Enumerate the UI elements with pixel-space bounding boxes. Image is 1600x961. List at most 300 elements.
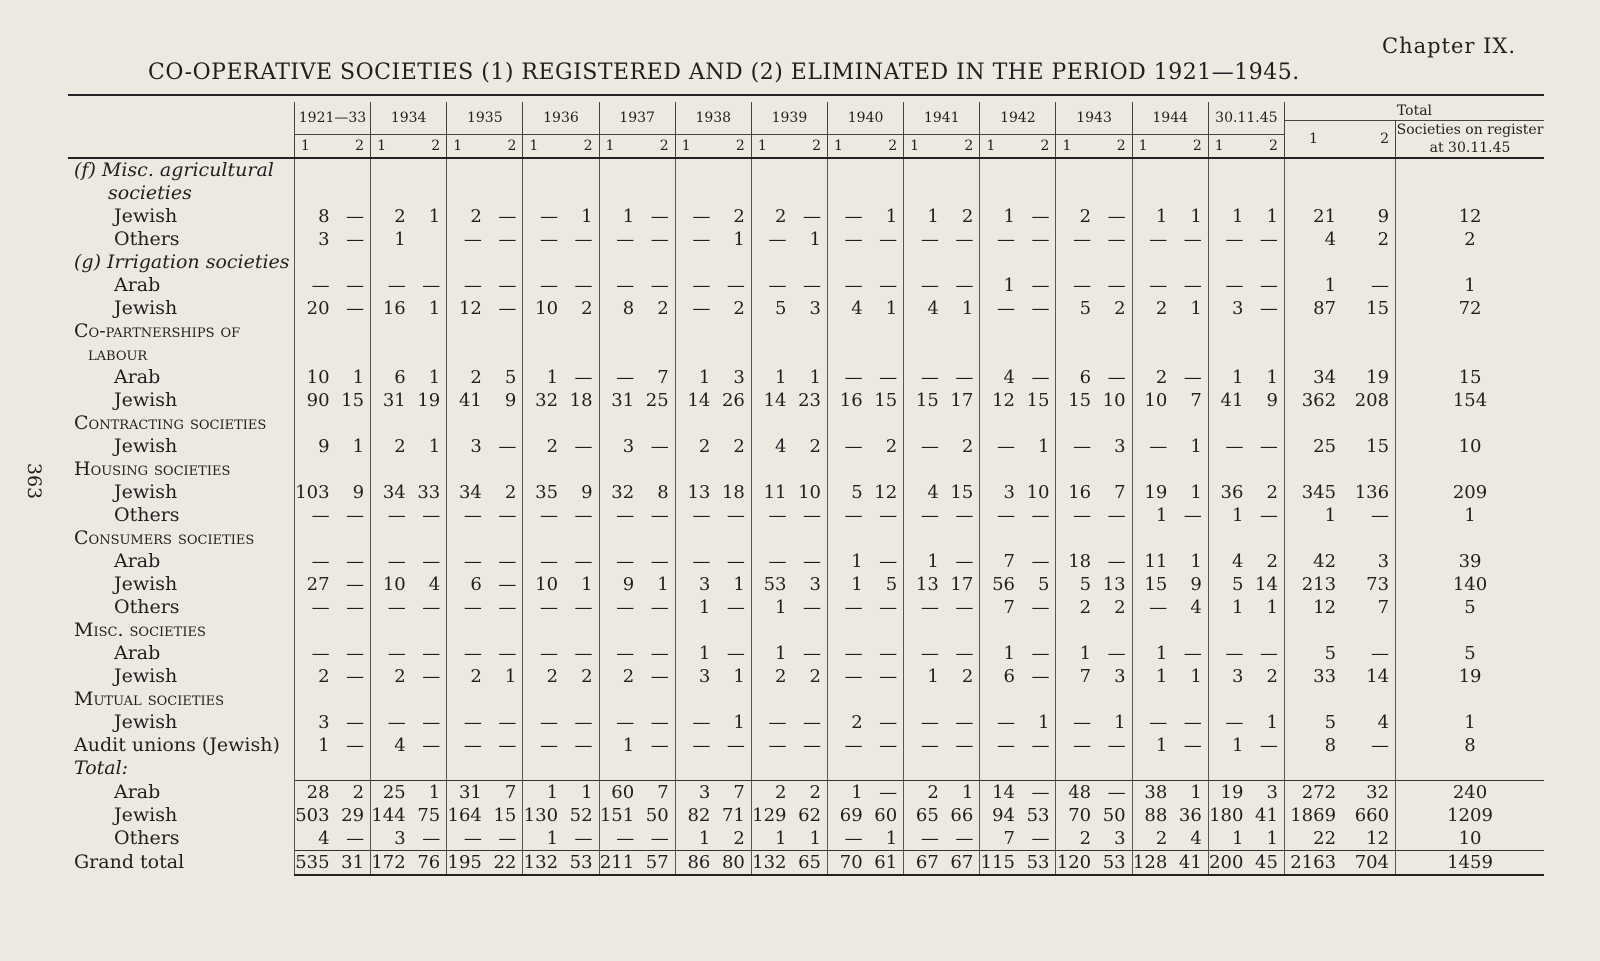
table-cell: 1 [980, 274, 1021, 297]
table-cell: — [574, 597, 593, 618]
table-cell [640, 251, 675, 274]
table-cell: 1 [809, 828, 821, 849]
table-cell [904, 251, 945, 274]
table-cell: — [1259, 229, 1278, 250]
table-cell: 1 [961, 298, 974, 319]
table-cell: 3 [675, 665, 716, 688]
row-label: Misc. societies [74, 619, 206, 641]
table-row [68, 688, 1544, 711]
table-cell: — [675, 228, 716, 251]
table-cell: — [498, 597, 517, 618]
table-cell: 7 [1114, 482, 1126, 503]
table-cell: — [422, 597, 441, 618]
table-cell [640, 688, 675, 711]
table-cell: — [1183, 367, 1202, 388]
table-cell: 4 [980, 366, 1021, 389]
total-cell-2: 15 [1366, 298, 1390, 319]
table-cell [1056, 320, 1097, 343]
table-cell: 7 [1056, 665, 1097, 688]
table-cell: — [955, 735, 974, 756]
table-cell: — [498, 436, 517, 457]
table-cell: 1 [809, 229, 821, 250]
register-cell: 209 [1396, 481, 1544, 504]
table-cell [675, 182, 716, 205]
total-cell-2: 208 [1354, 390, 1390, 411]
table-cell [1173, 320, 1208, 343]
total-cell-1 [1284, 757, 1342, 781]
table-cell: — [422, 551, 441, 572]
table-cell [599, 412, 640, 435]
table-cell [371, 619, 412, 642]
table-cell [294, 158, 335, 182]
table-cell: 1 [828, 573, 869, 596]
table-cell [1132, 182, 1173, 205]
table-cell [869, 182, 904, 205]
table-cell [336, 343, 371, 366]
year-header: 1934 [371, 102, 447, 135]
table-cell: — [650, 735, 669, 756]
table-cell: 6 [447, 573, 488, 596]
total-cell-1: 1 [1284, 504, 1342, 527]
table-cell: — [599, 596, 640, 619]
col-sub-1: 1 [1208, 135, 1249, 159]
year-header: 1943 [1056, 102, 1132, 135]
total-cell-1 [1284, 320, 1342, 343]
table-cell: — [1208, 435, 1249, 458]
table-cell [716, 320, 751, 343]
table-cell: — [346, 712, 365, 733]
table-cell: 10 [798, 482, 821, 503]
table-cell [828, 251, 869, 274]
table-cell [980, 251, 1021, 274]
table-row [68, 665, 1544, 688]
table-cell: — [751, 228, 792, 251]
table-cell [945, 412, 980, 435]
table-cell: — [1107, 367, 1126, 388]
table-cell: 15 [874, 390, 898, 411]
row-label: Co-partnerships of [74, 320, 241, 342]
table-cell [980, 458, 1021, 481]
table-cell [599, 182, 640, 205]
row-label: Others [114, 827, 180, 850]
col-sub-2: 2 [1173, 135, 1208, 159]
table-cell: — [803, 643, 821, 664]
row-label: Grand total [74, 851, 185, 874]
table-cell: 9 [504, 390, 517, 411]
table-row [68, 527, 1544, 550]
table-cell [523, 527, 564, 550]
table-cell: — [726, 643, 745, 664]
table-cell [564, 158, 599, 182]
table-cell: — [574, 275, 593, 296]
table-cell: 1 [1208, 504, 1249, 527]
table-cell: 1 [1208, 205, 1249, 228]
total-cell-1: 5 [1284, 711, 1342, 734]
table-cell: 6 [371, 366, 412, 389]
table-cell: 1 [733, 712, 745, 733]
total-cell-1: 213 [1284, 573, 1342, 596]
table-cell [447, 527, 488, 550]
table-cell: 1 [904, 550, 945, 573]
table-cell [488, 320, 523, 343]
table-cell [793, 688, 828, 711]
table-cell: — [675, 274, 716, 297]
table-cell [751, 527, 792, 550]
table-cell: — [599, 642, 640, 665]
row-label: Mutual societies [74, 688, 225, 710]
table-cell [793, 412, 828, 435]
table-cell [869, 412, 904, 435]
total-cell-2: 7 [1377, 597, 1390, 618]
table-cell: 13 [904, 573, 945, 596]
total-cell-2: 32 [1342, 781, 1396, 805]
table-cell [488, 412, 523, 435]
table-cell: 2 [961, 206, 974, 227]
table-cell [640, 619, 675, 642]
table-cell: 11 [751, 481, 792, 504]
table-cell: 535 [294, 851, 335, 876]
table-cell: 1 [751, 596, 792, 619]
col-sub-2: 2 [1097, 135, 1132, 159]
table-cell: 1 [828, 781, 869, 805]
table-cell [828, 619, 869, 642]
table-cell [294, 320, 335, 343]
total-sub-1: 1 [1284, 121, 1342, 159]
year-header: 1936 [523, 102, 599, 135]
table-cell: — [1107, 206, 1126, 227]
table-cell [412, 527, 447, 550]
register-cell [1396, 182, 1544, 205]
register-cell [1396, 619, 1544, 642]
table-cell: — [904, 504, 945, 527]
table-cell: 5 [1038, 574, 1050, 595]
table-cell [1097, 619, 1132, 642]
table-cell: 1 [1208, 734, 1249, 757]
table-cell [523, 343, 564, 366]
table-cell [294, 619, 335, 642]
table-cell [675, 757, 716, 781]
table-cell [294, 527, 335, 550]
table-cell [488, 343, 523, 366]
table-cell [599, 688, 640, 711]
table-cell: — [599, 274, 640, 297]
table-cell [640, 458, 675, 481]
year-header: 1921—33 [294, 102, 370, 135]
table-cell [675, 412, 716, 435]
table-cell [1249, 619, 1284, 642]
table-cell: — [1259, 505, 1278, 526]
table-cell [294, 458, 335, 481]
table-cell [447, 182, 488, 205]
table-cell: 16 [1056, 481, 1097, 504]
table-cell: 2 [751, 781, 792, 805]
table-cell: — [346, 643, 365, 664]
table-cell [447, 158, 488, 182]
table-cell: — [869, 781, 904, 805]
table-cell [751, 757, 792, 781]
table-cell [1097, 343, 1132, 366]
table-cell [675, 158, 716, 182]
table-cell: — [523, 642, 564, 665]
table-cell: 4 [371, 734, 412, 757]
table-cell [488, 527, 523, 550]
table-cell: — [879, 643, 898, 664]
table-cell [904, 527, 945, 550]
table-cell: 8 [657, 482, 669, 503]
table-cell: — [346, 505, 365, 526]
table-cell [371, 527, 412, 550]
table-cell: 1 [1173, 781, 1208, 805]
row-label: Arab [114, 642, 161, 664]
table-cell: 4 [1208, 550, 1249, 573]
table-cell: — [346, 229, 365, 250]
table-cell [1249, 343, 1284, 366]
table-row [68, 366, 1544, 389]
table-cell: 1 [904, 665, 945, 688]
table-cell: 53 [564, 851, 599, 876]
table-cell [716, 619, 751, 642]
table-cell: 32 [523, 389, 564, 412]
table-cell: — [1107, 735, 1126, 756]
table-cell: — [879, 712, 898, 733]
table-cell: — [523, 711, 564, 734]
table-cell: 31 [599, 389, 640, 412]
table-row [68, 734, 1544, 757]
table-cell [945, 158, 980, 182]
table-cell: — [675, 297, 716, 320]
table-cell [447, 458, 488, 481]
table-cell: 1 [675, 596, 716, 619]
table-cell [904, 757, 945, 781]
table-cell: — [803, 275, 821, 296]
table-cell [371, 688, 412, 711]
total-cell-2: 19 [1366, 367, 1390, 388]
table-cell: 2 [504, 482, 517, 503]
table-cell: — [828, 642, 869, 665]
table-cell: 45 [1249, 851, 1284, 876]
table-cell: 5 [1208, 573, 1249, 596]
table-cell [793, 757, 828, 781]
row-label: Others [114, 596, 180, 618]
table-cell: 34 [371, 481, 412, 504]
total-cell-1: 5 [1284, 642, 1342, 665]
table-cell: 1 [1266, 597, 1278, 618]
table-cell: — [955, 551, 974, 572]
table-cell: 12 [447, 297, 488, 320]
table-cell: 1 [352, 367, 365, 388]
table-cell: 71 [721, 805, 745, 826]
table-cell [1021, 619, 1056, 642]
table-cell: 1 [523, 366, 564, 389]
table-cell [980, 158, 1021, 182]
table-cell: — [498, 206, 517, 227]
col-sub-1: 1 [523, 135, 564, 159]
table-cell: 200 [1208, 851, 1249, 876]
table-cell: — [650, 643, 669, 664]
table-cell: — [599, 711, 640, 734]
table-cell: 66 [950, 805, 974, 826]
table-cell [1249, 527, 1284, 550]
table-cell: — [980, 734, 1021, 757]
table-cell [1097, 458, 1132, 481]
table-cell: — [726, 735, 745, 756]
table-cell: — [422, 712, 441, 733]
table-cell: 57 [640, 851, 675, 876]
total-cell-2: 660 [1354, 805, 1390, 826]
row-label: Jewish [114, 573, 178, 595]
table-cell [523, 458, 564, 481]
table-cell [1249, 182, 1284, 205]
total-cell-1: 22 [1284, 827, 1342, 851]
table-cell: — [955, 367, 974, 388]
table-row [68, 804, 1544, 827]
table-cell [1173, 619, 1208, 642]
table-cell [488, 458, 523, 481]
table-cell [716, 343, 751, 366]
table-cell [1208, 158, 1249, 182]
table-cell [751, 320, 792, 343]
table-cell: — [803, 551, 821, 572]
table-cell: 60 [599, 781, 640, 805]
table-cell [1132, 527, 1173, 550]
table-cell: — [523, 274, 564, 297]
table-cell: — [1056, 274, 1097, 297]
col-sub-2: 2 [945, 135, 980, 159]
table-cell: — [1132, 596, 1173, 619]
table-cell: — [422, 735, 441, 756]
table-cell [793, 527, 828, 550]
table-cell: 7 [716, 781, 751, 805]
table-cell: — [955, 828, 974, 849]
total-cell-1 [1284, 251, 1342, 274]
table-cell: — [599, 366, 640, 389]
table-cell [523, 757, 564, 781]
table-cell: 2 [371, 435, 412, 458]
table-cell: — [1208, 228, 1249, 251]
header-blank [68, 102, 294, 158]
table-cell: — [1056, 228, 1097, 251]
table-row [68, 320, 1544, 343]
table-cell [828, 458, 869, 481]
table-cell: — [726, 275, 745, 296]
table-row [68, 757, 1544, 781]
table-cell: 1 [809, 367, 821, 388]
table-row [68, 851, 1544, 876]
table-cell: 1 [428, 298, 441, 319]
table-row [68, 827, 1544, 851]
table-cell: 2 [885, 436, 898, 457]
table-cell: — [1107, 551, 1126, 572]
table-cell [1056, 527, 1097, 550]
row-label: Contracting societies [74, 412, 267, 434]
table-cell: 1 [1132, 205, 1173, 228]
col-sub-1: 1 [904, 135, 945, 159]
table-cell: — [751, 734, 792, 757]
table-cell [751, 458, 792, 481]
table-cell: — [726, 597, 745, 618]
table-row [68, 182, 1544, 205]
table-cell [1021, 458, 1056, 481]
table-cell [1132, 458, 1173, 481]
table-cell: 29 [341, 805, 365, 826]
table-cell: 2 [447, 205, 488, 228]
table-row [68, 481, 1544, 504]
table-cell: 2 [1266, 482, 1278, 503]
table-cell [793, 158, 828, 182]
cooperative-societies-table [68, 102, 1544, 876]
page-number: 363 [23, 462, 46, 500]
table-cell: 1 [828, 550, 869, 573]
table-cell: 1 [751, 642, 792, 665]
table-cell: 1 [1190, 298, 1202, 319]
table-cell [945, 688, 980, 711]
table-cell: 32 [599, 481, 640, 504]
table-cell: 3 [980, 481, 1021, 504]
table-cell [564, 757, 599, 781]
table-cell: 15 [1026, 390, 1050, 411]
table-cell: — [1259, 643, 1278, 664]
row-label: Others [114, 504, 180, 526]
table-cell [1208, 251, 1249, 274]
table-cell: — [879, 551, 898, 572]
table-cell [980, 343, 1021, 366]
table-cell [675, 688, 716, 711]
table-cell: — [346, 275, 365, 296]
table-cell: 2 [447, 366, 488, 389]
table-cell: — [650, 436, 669, 457]
table-cell: 3 [1249, 781, 1284, 805]
table-row [68, 251, 1544, 274]
table-cell: — [523, 228, 564, 251]
col-sub-2: 2 [793, 135, 828, 159]
table-cell: — [346, 597, 365, 618]
table-cell: 18 [1056, 550, 1097, 573]
table-cell: 1 [564, 781, 599, 805]
table-cell: 1 [980, 205, 1021, 228]
table-cell: — [346, 828, 365, 849]
table-cell: 2 [793, 781, 828, 805]
row-label: Consumers societies [74, 527, 255, 549]
table-cell [294, 182, 335, 205]
table-cell [1056, 251, 1097, 274]
table-cell: — [371, 274, 412, 297]
table-cell: 19 [417, 390, 441, 411]
table-cell: 35 [523, 481, 564, 504]
col-sub-1: 1 [751, 135, 792, 159]
row-label: (g) Irrigation societies [74, 251, 290, 273]
table-row [68, 573, 1544, 596]
table-cell: 1 [581, 206, 593, 227]
col-sub-1: 1 [599, 135, 640, 159]
total-cell-1: 8 [1284, 734, 1342, 757]
table-cell [640, 527, 675, 550]
table-cell: — [1107, 275, 1126, 296]
table-cell [945, 343, 980, 366]
table-cell [1208, 757, 1249, 781]
table-cell: 67 [904, 851, 945, 876]
table-cell: 4 [1190, 597, 1202, 618]
table-cell: — [828, 734, 869, 757]
table-cell: 2 [1266, 551, 1278, 572]
total-cell-1 [1284, 158, 1342, 182]
table-cell [945, 619, 980, 642]
table-cell [412, 182, 447, 205]
table-cell: 25 [371, 781, 412, 805]
table-cell: — [599, 827, 640, 851]
table-cell [793, 343, 828, 366]
register-cell [1396, 343, 1544, 366]
table-cell [904, 688, 945, 711]
